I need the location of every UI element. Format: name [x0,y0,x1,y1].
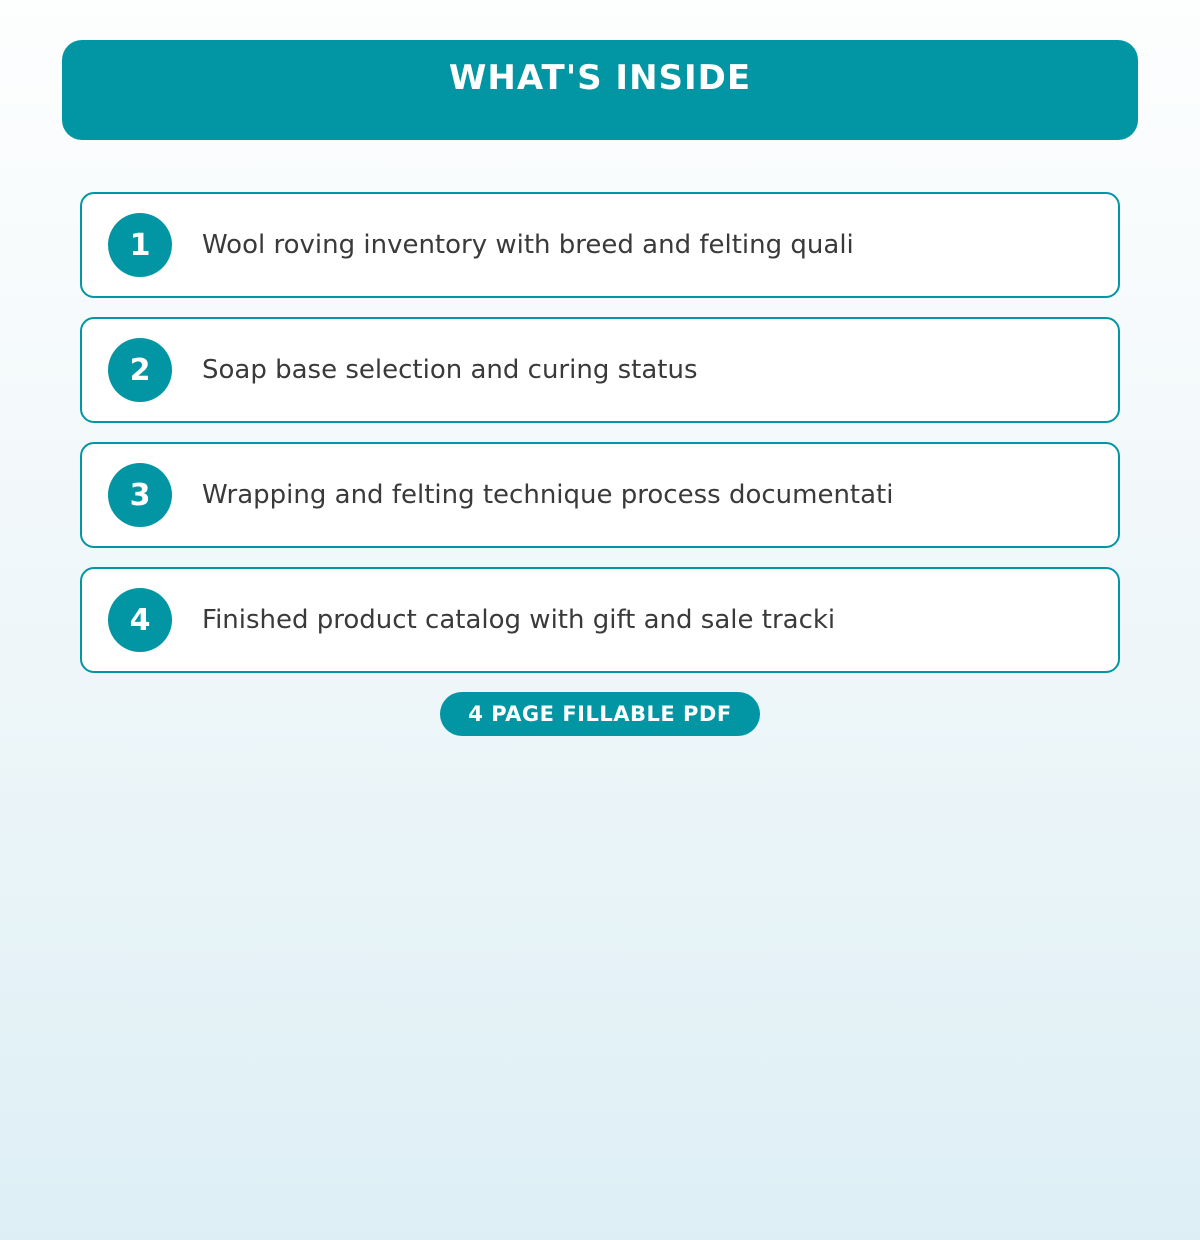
header-banner [62,40,1138,140]
page-count-badge: 4 PAGE FILLABLE PDF [440,692,759,736]
item-text: Soap base selection and curing status [202,354,698,385]
contents-list [80,192,1120,673]
list-item [80,442,1120,548]
footer-row [0,692,1200,736]
item-text: Wrapping and felting technique process documentati [202,479,894,510]
item-text: Finished product catalog with gift and sale tracki [202,604,836,635]
item-number-badge: 1 [108,213,172,277]
page-title: WHAT'S INSIDE [448,58,752,98]
list-item [80,317,1120,423]
item-number-badge: 3 [108,463,172,527]
list-item [80,567,1120,673]
list-item [80,192,1120,298]
item-number-badge: 2 [108,338,172,402]
item-text: Wool roving inventory with breed and felting quali [202,229,854,260]
item-number-badge: 4 [108,588,172,652]
